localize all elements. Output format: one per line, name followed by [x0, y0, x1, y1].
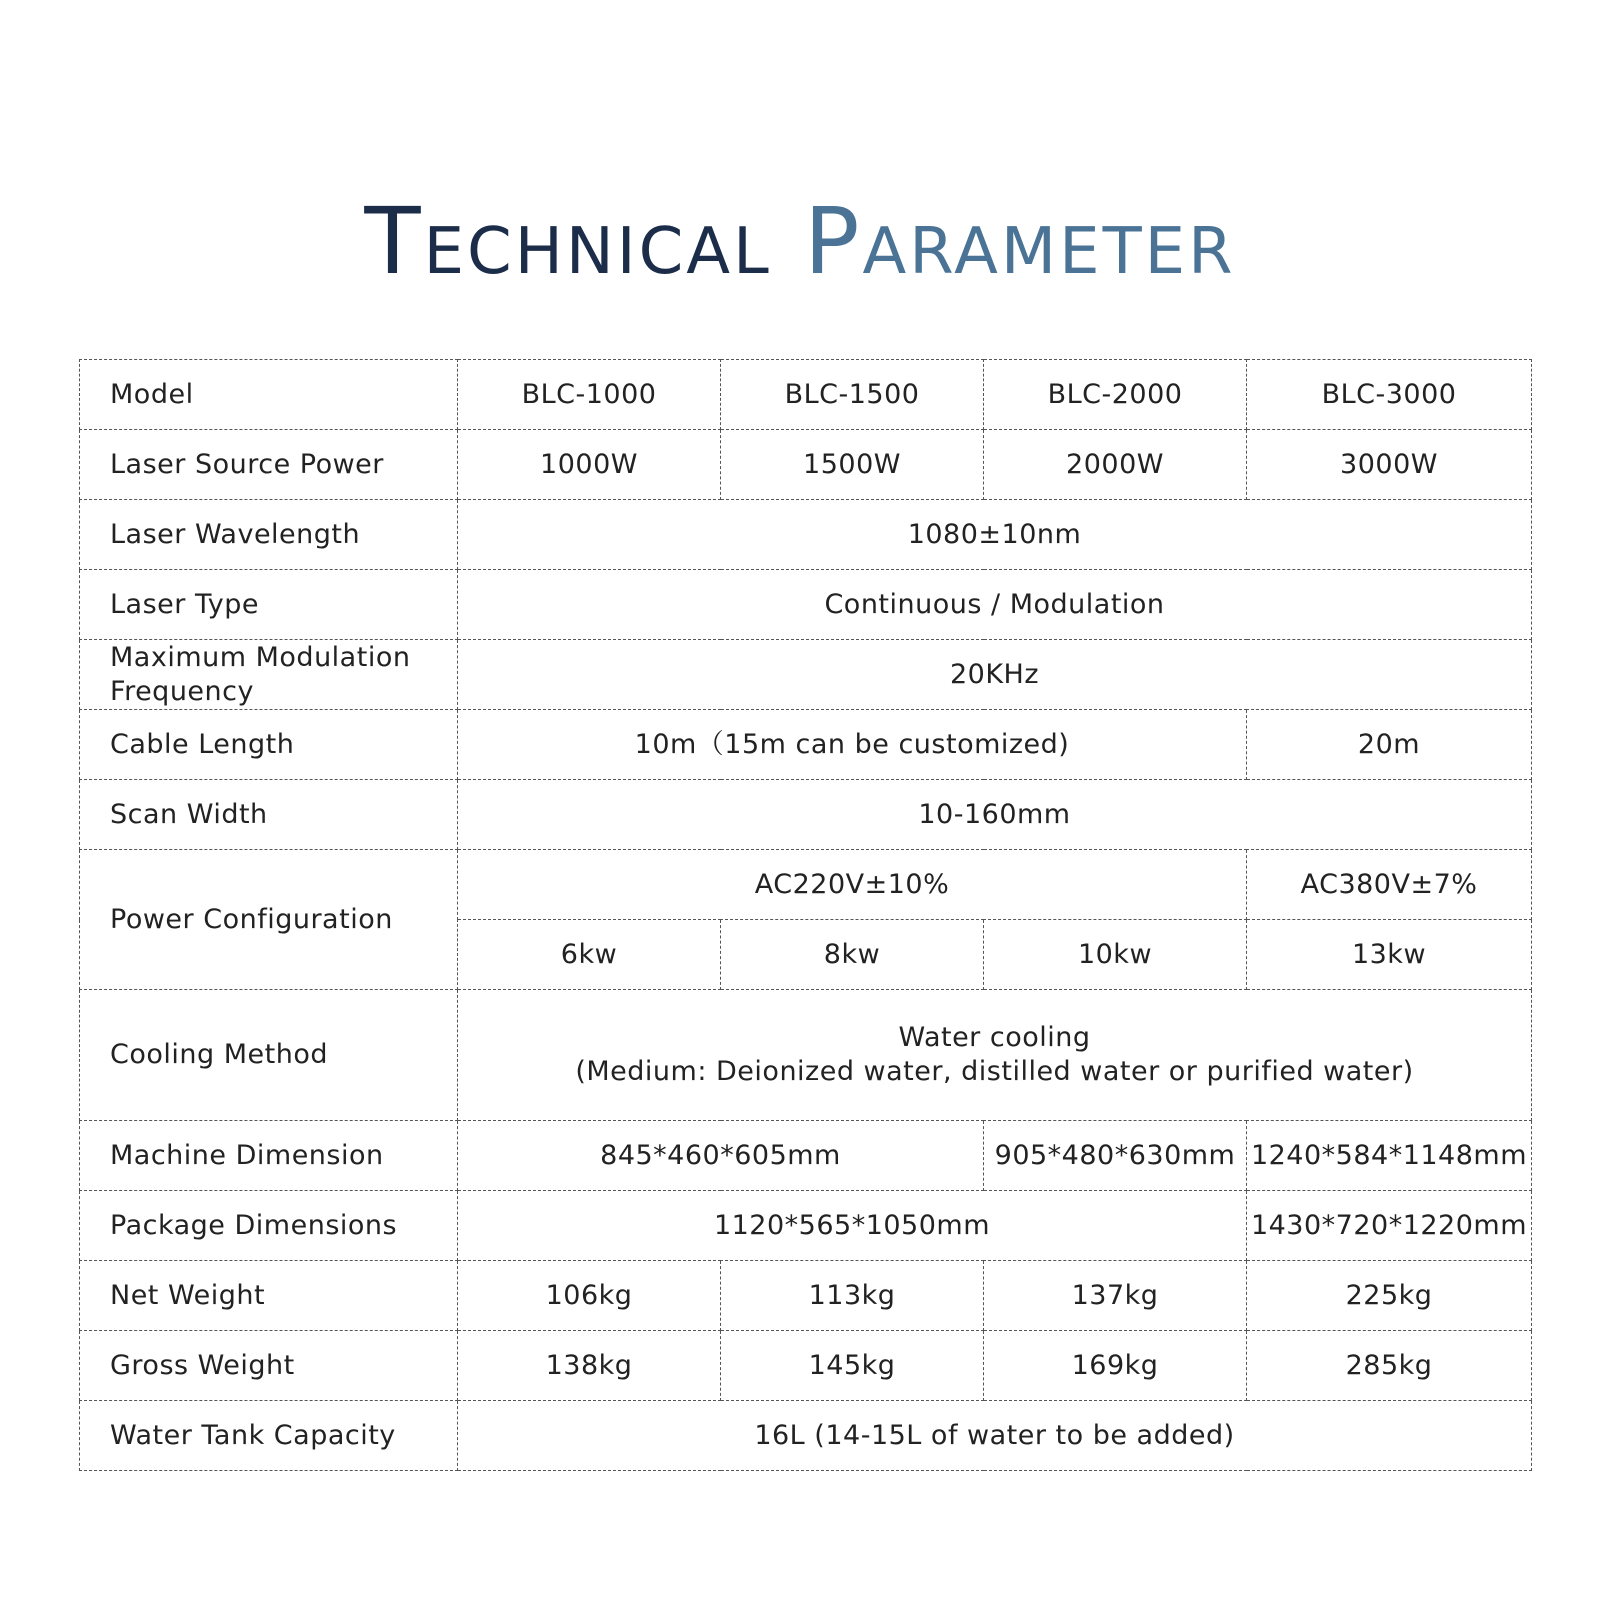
technical-parameter-table — [79, 359, 1532, 1471]
row-label-cable-length: Cable Length — [80, 710, 458, 780]
row-label-gross-weight: Gross Weight — [80, 1331, 458, 1401]
cell-gross-weight-3000: 285kg — [1247, 1331, 1532, 1401]
page-title — [0, 188, 1600, 295]
cell-gross-weight-1500: 145kg — [721, 1331, 984, 1401]
cell-cable-length-standard: 10m（15m can be customized) — [458, 710, 1247, 780]
cell-laser-wavelength: 1080±10nm — [458, 500, 1532, 570]
cell-net-weight-3000: 225kg — [1247, 1261, 1532, 1331]
cell-power-config-2000: 10kw — [984, 920, 1247, 990]
cell-cable-length-3000: 20m — [1247, 710, 1532, 780]
table-row-laser-source-power — [80, 430, 1532, 500]
cell-net-weight-1000: 106kg — [458, 1261, 721, 1331]
row-label-power-configuration: Power Configuration — [80, 850, 458, 990]
cell-scan-width: 10-160mm — [458, 780, 1532, 850]
title-word-technical: Technical — [364, 188, 772, 295]
cell-gross-weight-2000: 169kg — [984, 1331, 1247, 1401]
cell-laser-type: Continuous / Modulation — [458, 570, 1532, 640]
cell-voltage-standard: AC220V±10% — [458, 850, 1247, 920]
cooling-method-line-2: (Medium: Deionized water, distilled water or purified water) — [575, 1056, 1414, 1087]
cell-package-dimensions-standard: 1120*565*1050mm — [458, 1191, 1247, 1261]
table-row-net-weight — [80, 1261, 1532, 1331]
cell-power-config-1000: 6kw — [458, 920, 721, 990]
table-row-max-modulation-frequency — [80, 640, 1532, 710]
cell-power-1500: 1500W — [721, 430, 984, 500]
cell-power-1000: 1000W — [458, 430, 721, 500]
cell-machine-dimension-1000-1500: 845*460*605mm — [458, 1121, 984, 1191]
row-label-laser-wavelength: Laser Wavelength — [80, 500, 458, 570]
row-label-laser-source-power: Laser Source Power — [80, 430, 458, 500]
cooling-method-line-1: Water cooling — [898, 1022, 1091, 1054]
cell-power-3000: 3000W — [1247, 430, 1532, 500]
table-row-model — [80, 360, 1532, 430]
cell-model-blc-2000: BLC-2000 — [984, 360, 1247, 430]
cell-power-config-3000: 13kw — [1247, 920, 1532, 990]
label-line-1: Maximum Modulation — [110, 641, 411, 673]
cell-max-modulation-frequency: 20KHz — [458, 640, 1532, 710]
label-line-2: Frequency — [110, 675, 254, 707]
cell-cooling-method — [458, 990, 1532, 1121]
table-row-laser-wavelength — [80, 500, 1532, 570]
cell-gross-weight-1000: 138kg — [458, 1331, 721, 1401]
table-row-machine-dimension — [80, 1121, 1532, 1191]
cell-model-blc-1500: BLC-1500 — [721, 360, 984, 430]
cell-net-weight-2000: 137kg — [984, 1261, 1247, 1331]
row-label-machine-dimension: Machine Dimension — [80, 1121, 458, 1191]
table-row-scan-width — [80, 780, 1532, 850]
row-label-package-dimensions: Package Dimensions — [80, 1191, 458, 1261]
cell-machine-dimension-2000: 905*480*630mm — [984, 1121, 1247, 1191]
table-row-cooling-method — [80, 990, 1532, 1121]
title-word-parameter: Parameter — [804, 188, 1236, 295]
row-label-net-weight: Net Weight — [80, 1261, 458, 1331]
table-row-gross-weight — [80, 1331, 1532, 1401]
cell-machine-dimension-3000: 1240*584*1148mm — [1247, 1121, 1532, 1191]
table-row-water-tank-capacity — [80, 1401, 1532, 1471]
cell-power-2000: 2000W — [984, 430, 1247, 500]
row-label-water-tank-capacity: Water Tank Capacity — [80, 1401, 458, 1471]
cell-power-config-1500: 8kw — [721, 920, 984, 990]
cell-model-blc-1000: BLC-1000 — [458, 360, 721, 430]
row-label-laser-type: Laser Type — [80, 570, 458, 640]
table-row-package-dimensions — [80, 1191, 1532, 1261]
cell-voltage-3000: AC380V±7% — [1247, 850, 1532, 920]
table-row-power-configuration-voltage — [80, 850, 1532, 920]
cell-package-dimensions-3000: 1430*720*1220mm — [1247, 1191, 1532, 1261]
cell-net-weight-1500: 113kg — [721, 1261, 984, 1331]
row-label-cooling-method: Cooling Method — [80, 990, 458, 1121]
table-row-cable-length — [80, 710, 1532, 780]
row-label-max-modulation-frequency — [80, 640, 458, 710]
row-label-model: Model — [80, 360, 458, 430]
table-row-laser-type — [80, 570, 1532, 640]
cell-model-blc-3000: BLC-3000 — [1247, 360, 1532, 430]
cell-water-tank-capacity: 16L (14-15L of water to be added) — [458, 1401, 1532, 1471]
row-label-scan-width: Scan Width — [80, 780, 458, 850]
